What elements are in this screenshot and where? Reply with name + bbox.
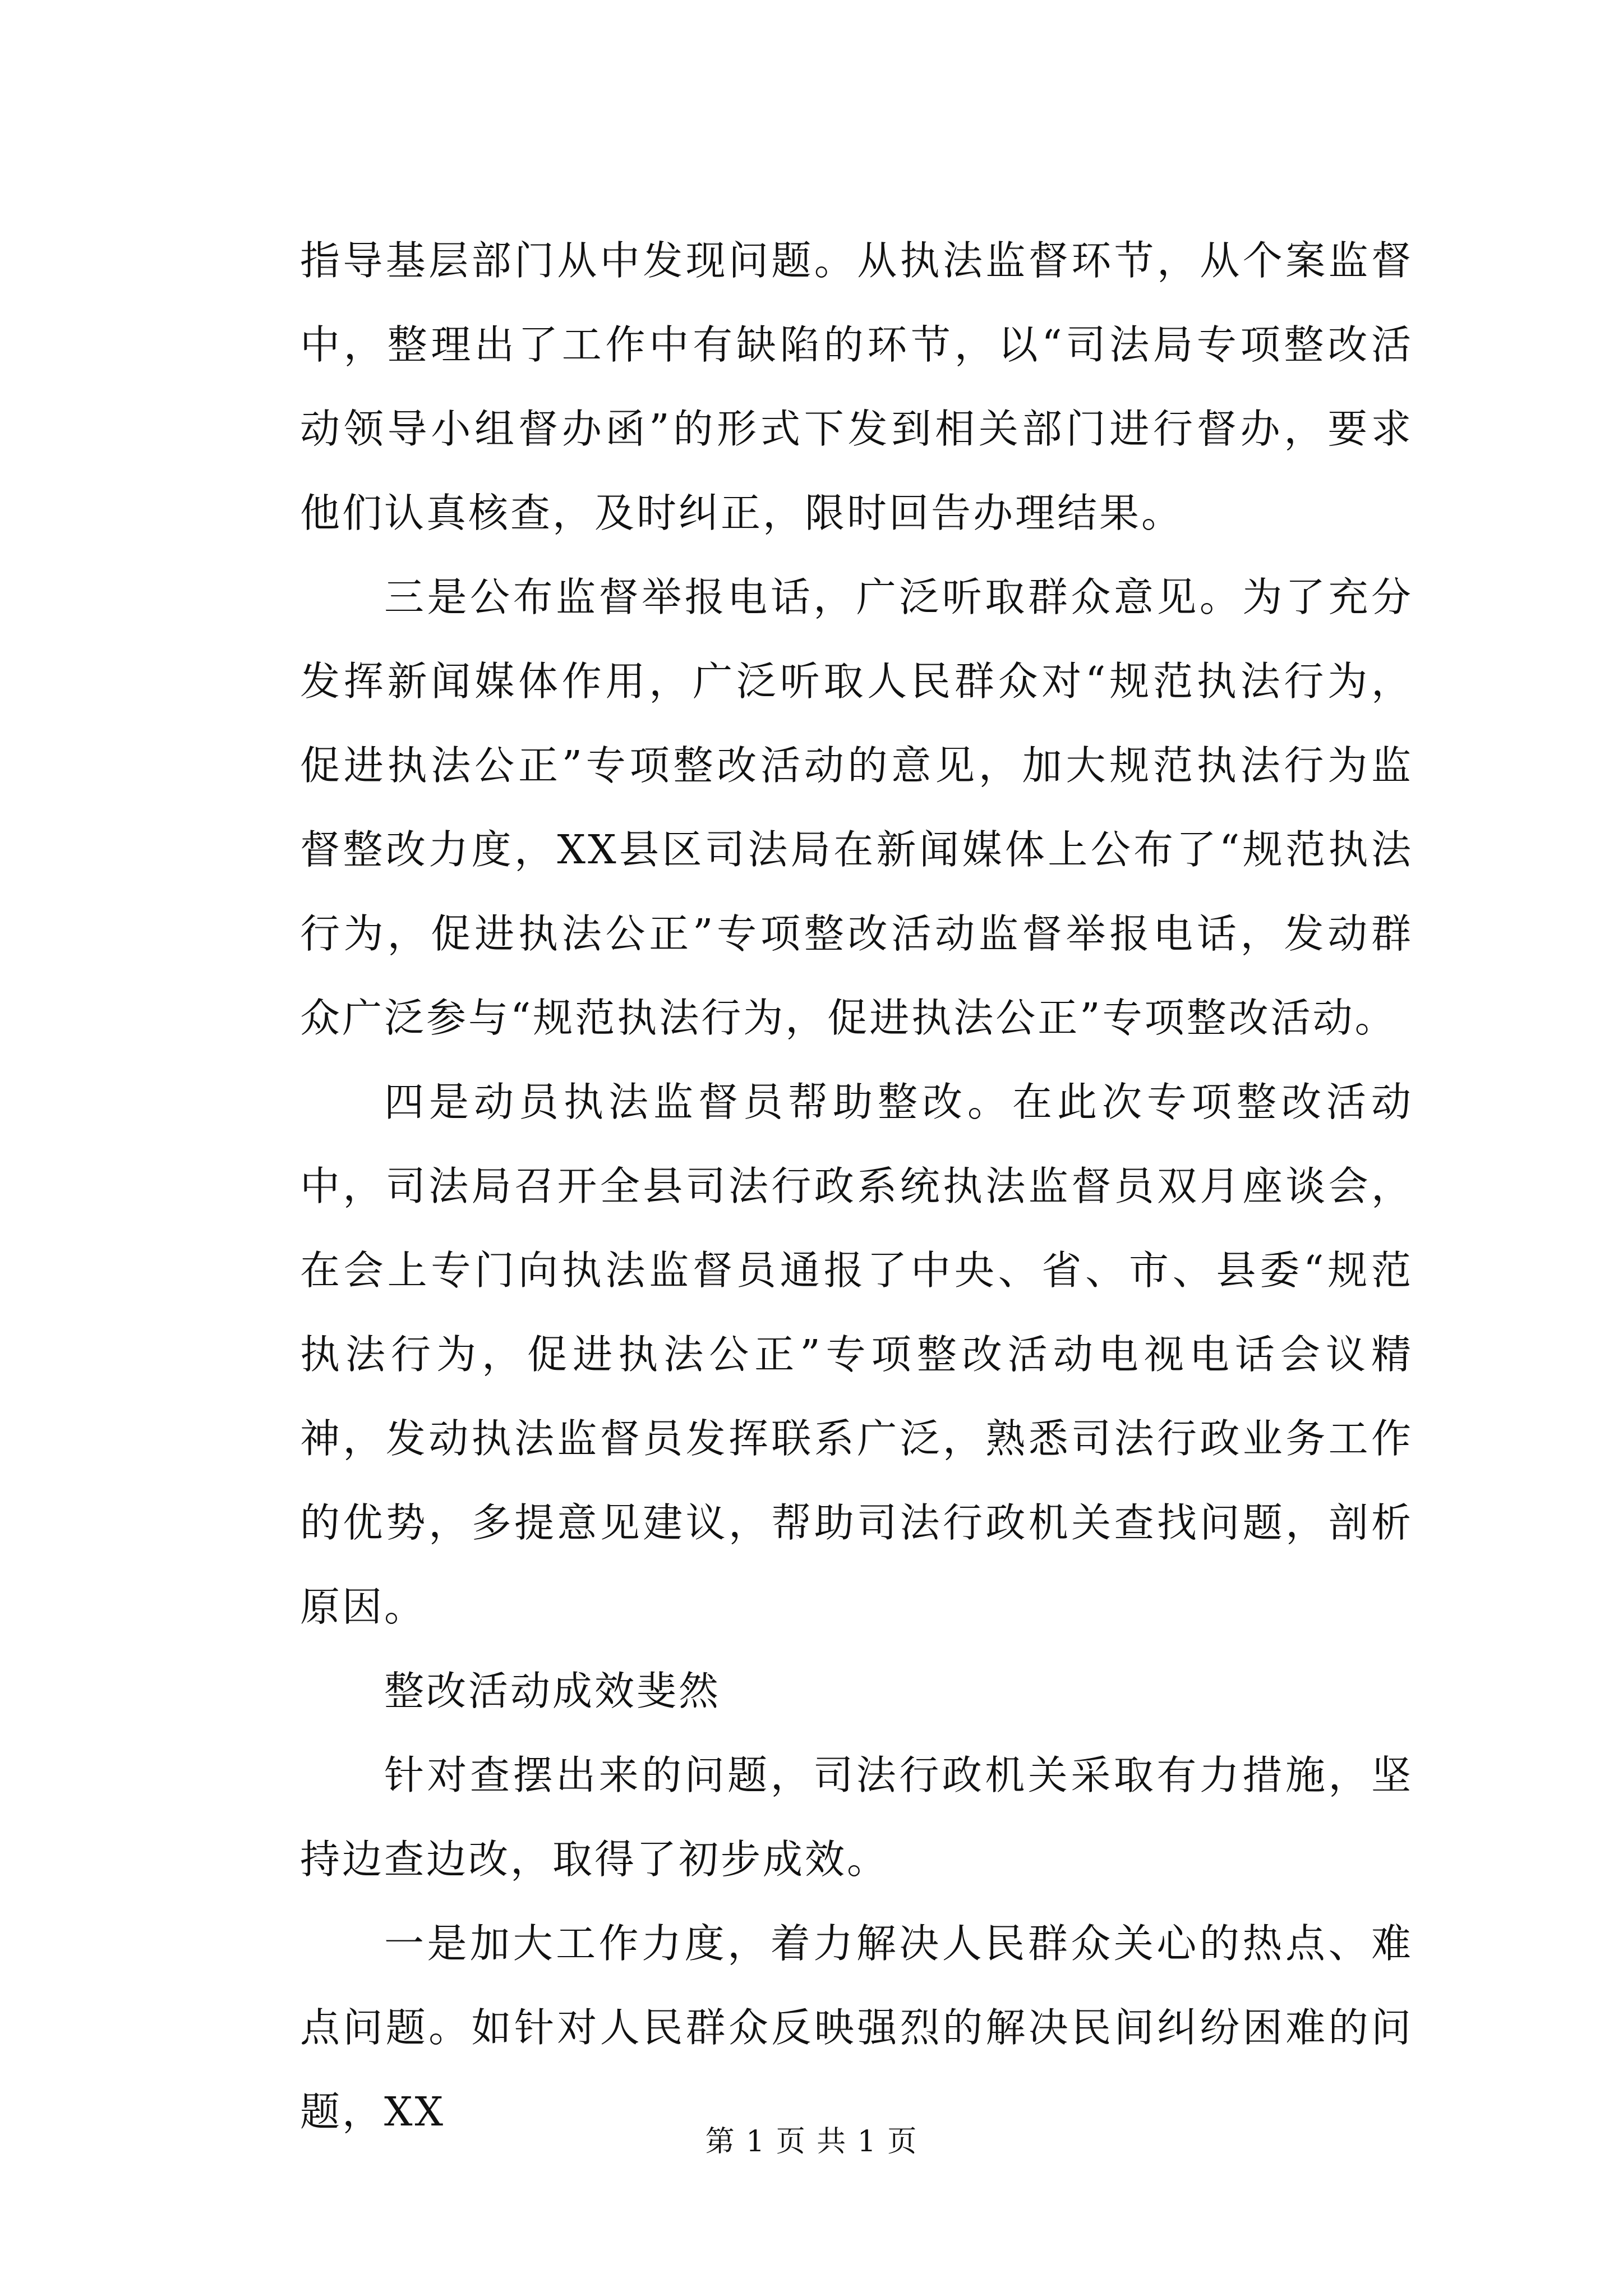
paragraph-continuation: 指导基层部门从中发现问题。从执法监督环节，从个案监督中，整理出了工作中有缺陷的环节，以“司法局专项整改活动领导小组督办函”的形式下发到相关部门进行督办，要求他们认真核查，及时纠正，限时回告办理结果。: [300, 237, 1413, 536]
page-footer: 第 1 页 共 1 页: [705, 2125, 918, 2159]
paragraph-supervisors: 四是动员执法监督员帮助整改。在此次专项整改活动中，司法局召开全县司法行政系统执法监督员双月座谈会，在会上专门向执法监督员通报了中央、省、市、县委“规范执法行为，促进执法公正”专项整改活动电视电话会议精神，发动执法监督员发挥联系广泛，熟悉司法行政业务工作的优势，多提意见建议，帮助司法行政机关查找问题，剖析原因。: [300, 1079, 1413, 1630]
section-heading: 整改活动成效斐然: [384, 1668, 721, 1714]
paragraph-measures: 针对查摆出来的问题，司法行政机关采取有力措施，坚持边查边改，取得了初步成效。: [300, 1752, 1413, 1883]
document-body: [300, 219, 1413, 2154]
paragraph-reporting-hotline: 三是公布监督举报电话，广泛听取群众意见。为了充分发挥新闻媒体作用，广泛听取人民群众对“规范执法行为，促进执法公正”专项整改活动的意见，加大规范执法行为监督整改力度，XX县区司法局在新闻媒体上公布了“规范执法行为，促进执法公正”专项整改活动监督举报电话，发动群众广泛参与“规范执法行为，促进执法公正”专项整改活动。: [300, 574, 1413, 1041]
paragraph-hot-issues: 一是加大工作力度，着力解决人民群众关心的热点、难点问题。如针对人民群众反映强烈的解决民间纠纷困难的问题，XX: [300, 1920, 1413, 2135]
